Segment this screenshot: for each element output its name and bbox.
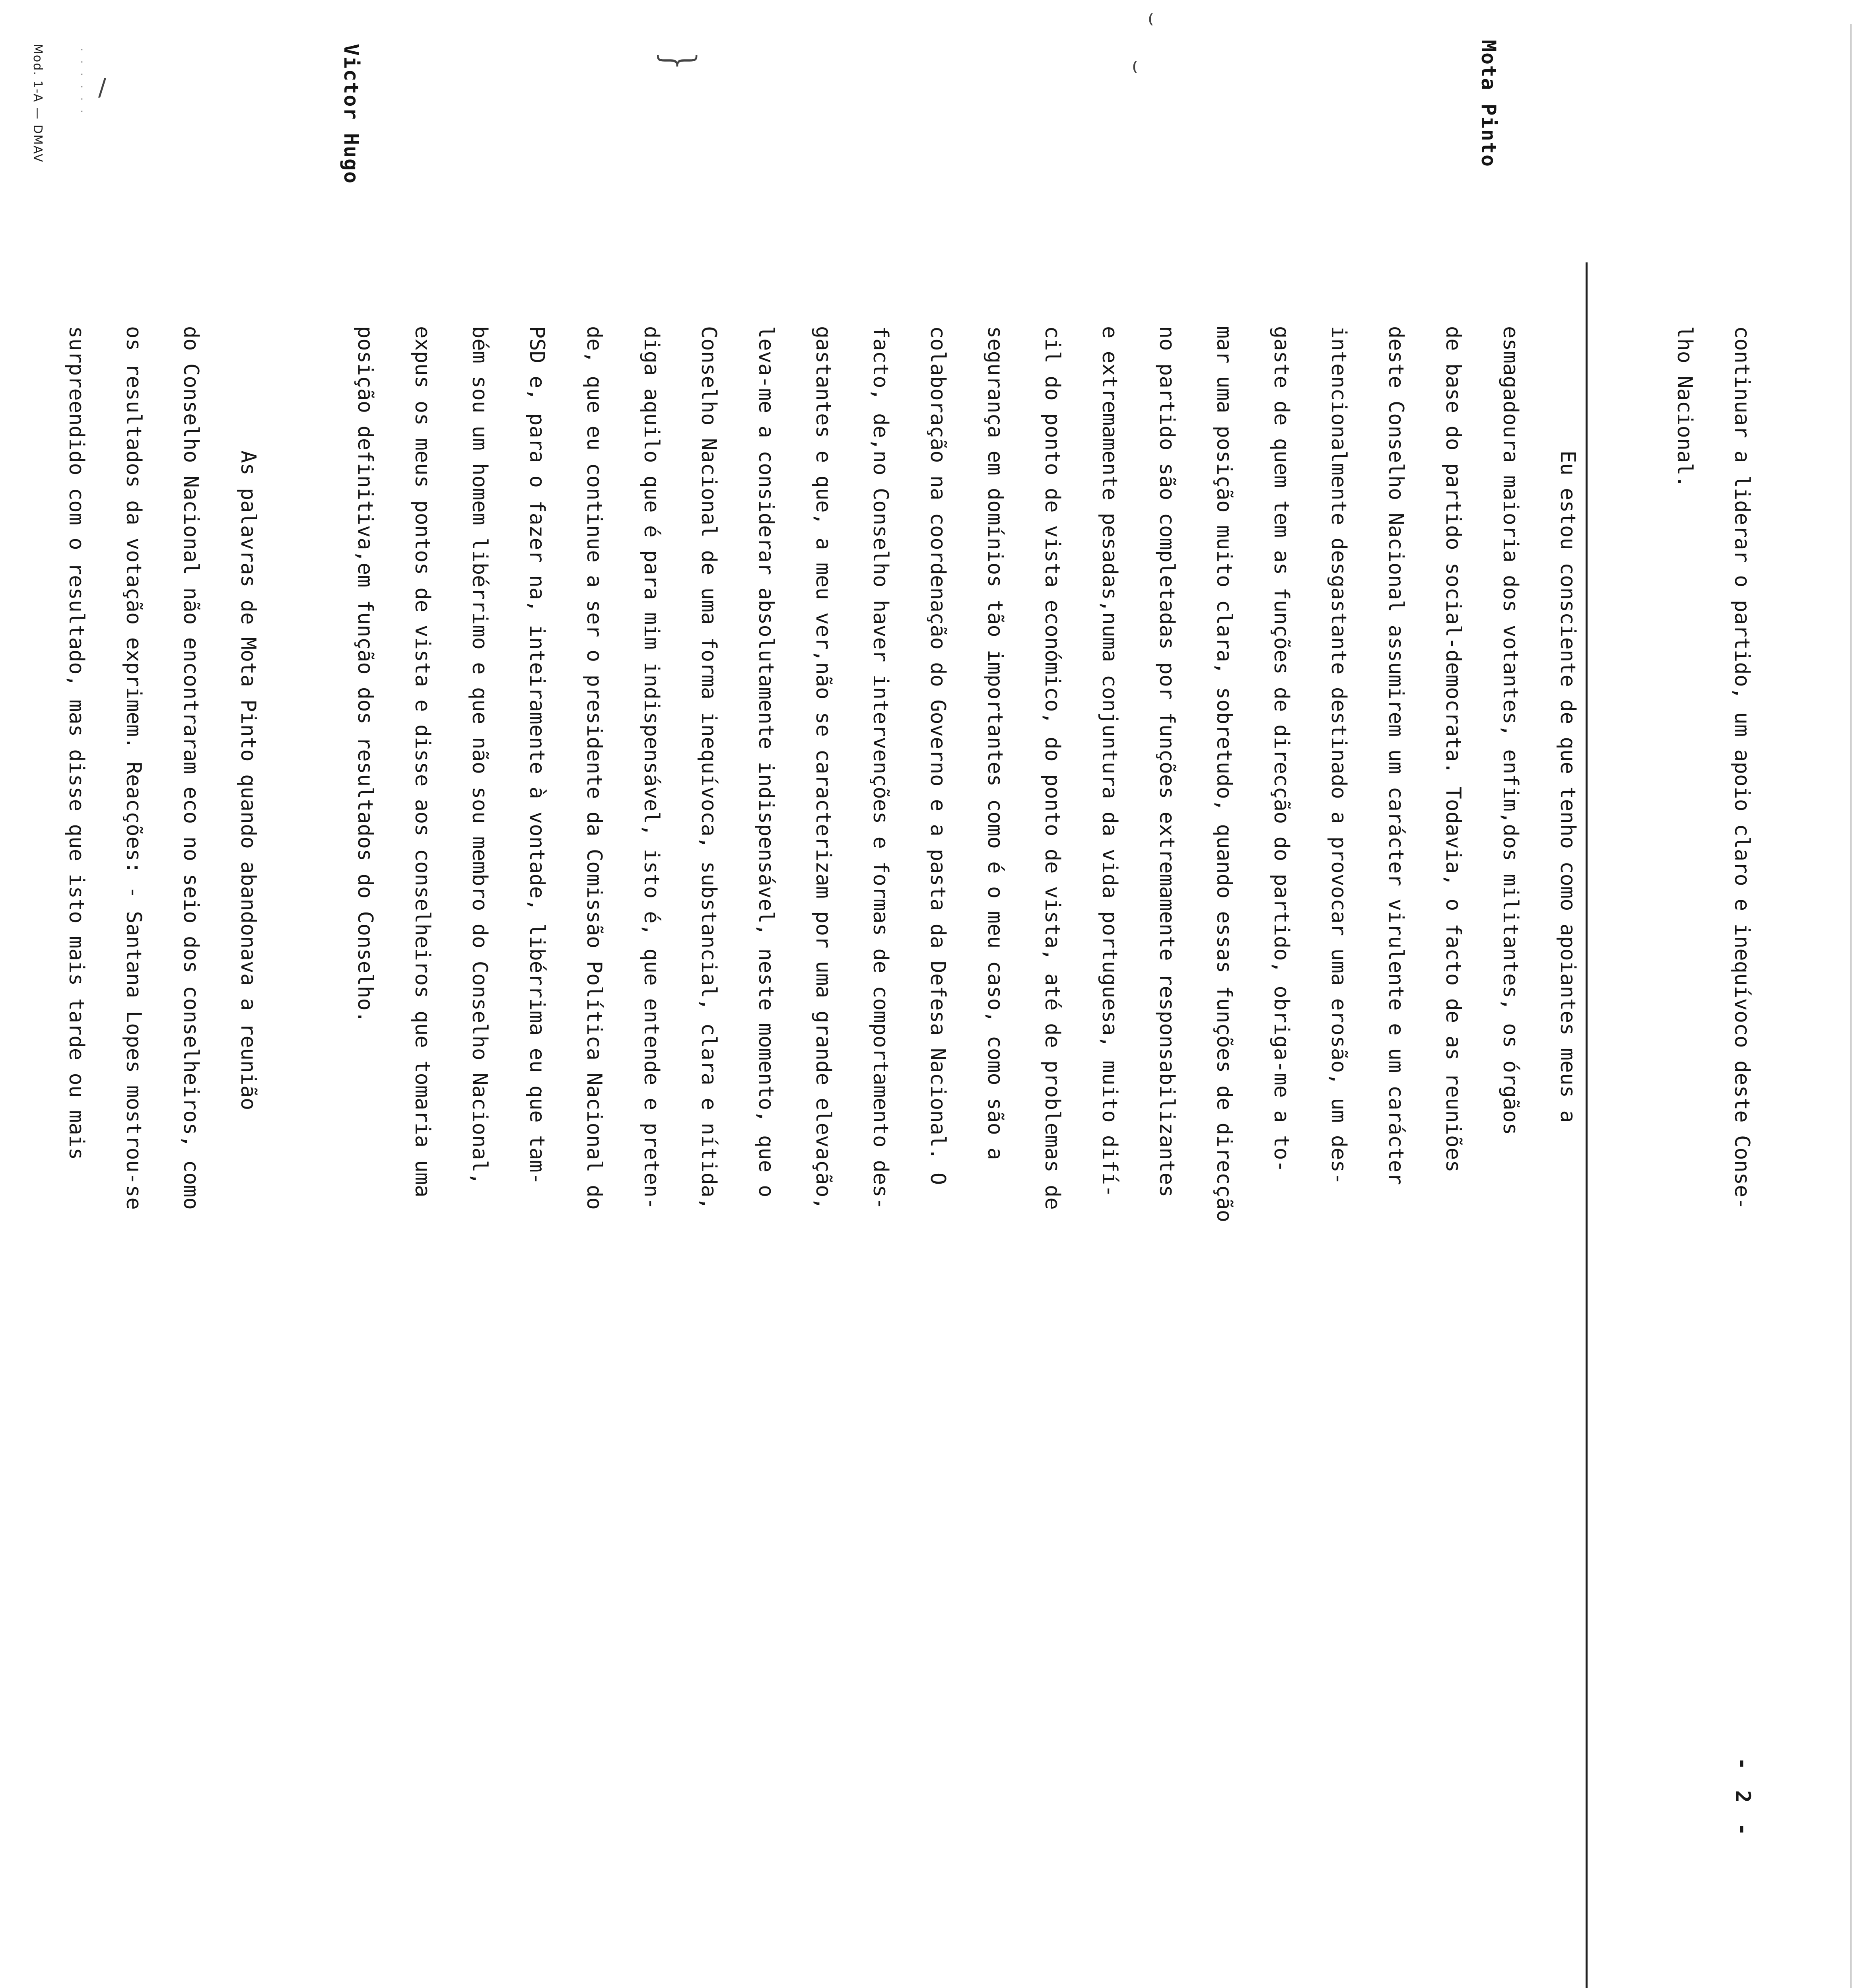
text-line: intencionalmente desgastante destinado a provocar uma erosão, um des-: [1327, 326, 1351, 1185]
top-rule: [1850, 24, 1852, 1988]
handwritten-tick-mark: ⌣: [1140, 12, 1166, 27]
speaker-label: Victor Hugo: [340, 44, 363, 184]
text-line: diga aquilo que é para mim indispensável, isto é, que entende e preten-: [639, 326, 663, 1210]
page-number: - 2 -: [1731, 1757, 1755, 1840]
text-line: Eu estou consciente de que tenho como apoiantes meus a: [1556, 326, 1580, 1123]
transcript-body: [48, 326, 1771, 1988]
text-line: As palavras de Mota Pinto quando abandonava a reunião: [236, 326, 260, 1110]
text-line: gaste de quem tem as funções de direcção do partido, obriga-me a to-: [1269, 326, 1293, 1173]
handwritten-tick-mark: ⌣: [1124, 60, 1150, 74]
text-line: os resultados da votação exprimem. Reacções: - Santana Lopes mostrou-se: [122, 326, 146, 1210]
text-line: Conselho Nacional de uma forma inequívoca, substancial, clara e nítida,: [697, 326, 721, 1210]
text-line: bém sou um homem libérrimo e que não sou membro do Conselho Nacional,: [468, 326, 492, 1185]
text-line: colaboração na coordenação do Governo e a pasta da Defesa Nacional. O: [926, 326, 950, 1185]
text-line: no partido são completadas por funções extremamente responsabilizantes: [1155, 326, 1179, 1198]
text-line: posição definitiva,em função dos resultados do Conselho.: [353, 326, 377, 1023]
brace-mark: }: [654, 48, 705, 76]
speaker-label: Mota Pinto: [1477, 40, 1500, 168]
pencil-mark: /: [98, 74, 107, 102]
text-line: esmagadoura maioria dos votantes, enfim,dos militantes, os órgãos: [1498, 326, 1522, 1135]
text-line: cil do ponto de vista económico, do ponto de vista, até de problemas de: [1040, 326, 1064, 1210]
text-line: deste Conselho Nacional assumirem um carácter virulente e um carácter: [1384, 326, 1408, 1185]
text-line: expus os meus pontos de vista e disse aos conselheiros que tomaria uma: [410, 326, 434, 1198]
text-line: mar uma posição muito clara, sobretudo, quando essas funções de direcção: [1212, 326, 1236, 1223]
text-line: [1596, 326, 1656, 1988]
text-line: leva-me a considerar absolutamente indispensável, neste momento, que o: [754, 326, 778, 1198]
text-line: de, que eu continue a ser o presidente da Comissão Política Nacional do: [582, 326, 606, 1210]
text-line: PSD e, para o fazer na, inteiramente à vontade, libérrima eu que tam-: [525, 326, 549, 1185]
dotted-mark: · · · · · ·: [74, 48, 88, 116]
text-line: surpreendido com o resultado, mas disse que isto mais tarde ou mais: [64, 326, 88, 1160]
form-code: Mod. 1-A — DMAV: [31, 44, 45, 163]
text-line: e extremamente pesadas,numa conjuntura da vida portuguesa, muito difí-: [1098, 326, 1121, 1198]
text-line: segurança em domínios tão importantes como é o meu caso, como são a: [983, 326, 1007, 1160]
text-line: facto, de,no Conselho haver intervenções e formas de comportamento des-: [869, 326, 892, 1210]
text-line: continuar a liderar o partido, um apoio claro e inequívoco deste Conse-: [1730, 326, 1754, 1210]
text-line: [277, 326, 336, 1988]
text-line: lho Nacional.: [1673, 326, 1697, 488]
text-line: de base do partido social-democrata. Todavia, o facto de as reuniões: [1441, 326, 1465, 1173]
text-line: do Conselho Nacional não encontraram eco no seio dos conselheiros, como: [179, 326, 203, 1210]
text-line: gastantes e que, a meu ver,não se caracterizam por uma grande elevação,: [811, 326, 835, 1210]
